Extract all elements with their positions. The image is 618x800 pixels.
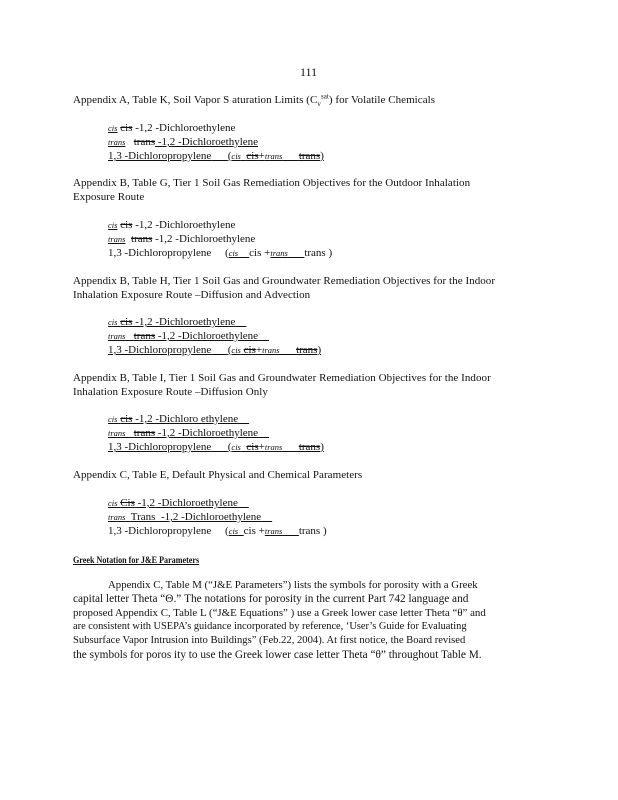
paragraph-line-5: Subsurface Vapor Intrusion into Buildings” (Feb.22, 2004). At first notice, the Board revised — [73, 635, 466, 646]
section-2-line-3: 1,3 -Dichloropropylene (cis__cis +trans___trans ) — [108, 247, 333, 259]
section-3-line-1: cis cis -1,2 -Dichloroethylene — [108, 316, 236, 328]
section-4-line-3: 1,3 -Dichloropropylene (cis cis+trans trans) — [108, 441, 324, 453]
paragraph-line-3: proposed Appendix C, Table L (“J&E Equations” ) use a Greek lower case letter Theta “θ” and — [73, 607, 486, 619]
section-4-line-1: cis cis -1,2 -Dichloro ethylene — [108, 413, 239, 425]
section-3-line-3: 1,3 -Dichloropropylene (cis cis+trans trans) — [108, 344, 322, 356]
section-1-heading: Appendix A, Table K, Soil Vapor S aturation Limits $(C_v^{sat})$ for Volatile Chemicals — [73, 92, 436, 109]
section-3-heading-line-1: Appendix B, Table H, Tier 1 Soil Gas and Groundwater Remediation Objectives for the Indoor — [73, 275, 496, 287]
section-2-heading-line-1: Appendix B, Table G, Tier 1 Soil Gas Remediation Objectives for the Outdoor Inhalation — [73, 177, 471, 189]
paragraph-line-6: the symbols for poros ity to use the Greek lower case letter Theta “θ” throughout Table M. — [73, 649, 482, 661]
section-3-heading-line-2: Inhalation Exposure Route –Diffusion and Advection — [73, 289, 311, 301]
greek-notation-heading: Greek Notation for J&E Parameters — [73, 555, 200, 565]
section-4-heading-line-1: Appendix B, Table I, Tier 1 Soil Gas and Groundwater Remediation Objectives for the Indoor — [73, 372, 491, 384]
paragraph-line-4: are consistent with USEPA’s guidance incorporated by reference, ‘User’s Guide for Evaluating — [73, 621, 467, 632]
section-2-heading-line-2: Exposure Route — [73, 191, 145, 203]
paragraph-line-1: Appendix C, Table M (“J&E Parameters”) lists the symbols for porosity with a Greek — [108, 579, 478, 591]
page-number: 111 — [300, 65, 318, 79]
section-2-line-2: trans trans -1,2 -Dichloroethylene — [108, 233, 256, 245]
section-3-line-2: trans trans -1,2 -Dichloroethylene — [108, 330, 259, 342]
section-1-line-1: cis cis -1,2 -Dichloroethylene — [108, 122, 236, 134]
section-1-line-3: 1,3 -Dichloropropylene (cis cis+trans trans) — [108, 150, 324, 162]
section-5-heading: Appendix C, Table E, Default Physical and Chemical Parameters — [73, 469, 363, 481]
section-2-line-1: cis cis -1,2 -Dichloroethylene — [108, 219, 236, 231]
paragraph-line-2: capital letter Theta “Θ.” The notations for porosity in the current Part 742 language and — [73, 593, 469, 605]
section-4-line-2: trans trans -1,2 -Dichloroethylene — [108, 427, 259, 439]
section-4-heading-line-2: Inhalation Exposure Route –Diffusion Only — [73, 386, 268, 398]
section-5-line-1: cis Cis -1,2 -Dichloroethylene — [108, 497, 238, 509]
section-1-line-2: trans trans -1,2 -Dichloroethylene — [108, 136, 259, 148]
section-5-line-2: trans Trans -1,2 -Dichloroethylene — [108, 511, 262, 523]
section-5-line-3: 1,3 -Dichloropropylene (cis_cis +trans___trans ) — [108, 525, 327, 537]
